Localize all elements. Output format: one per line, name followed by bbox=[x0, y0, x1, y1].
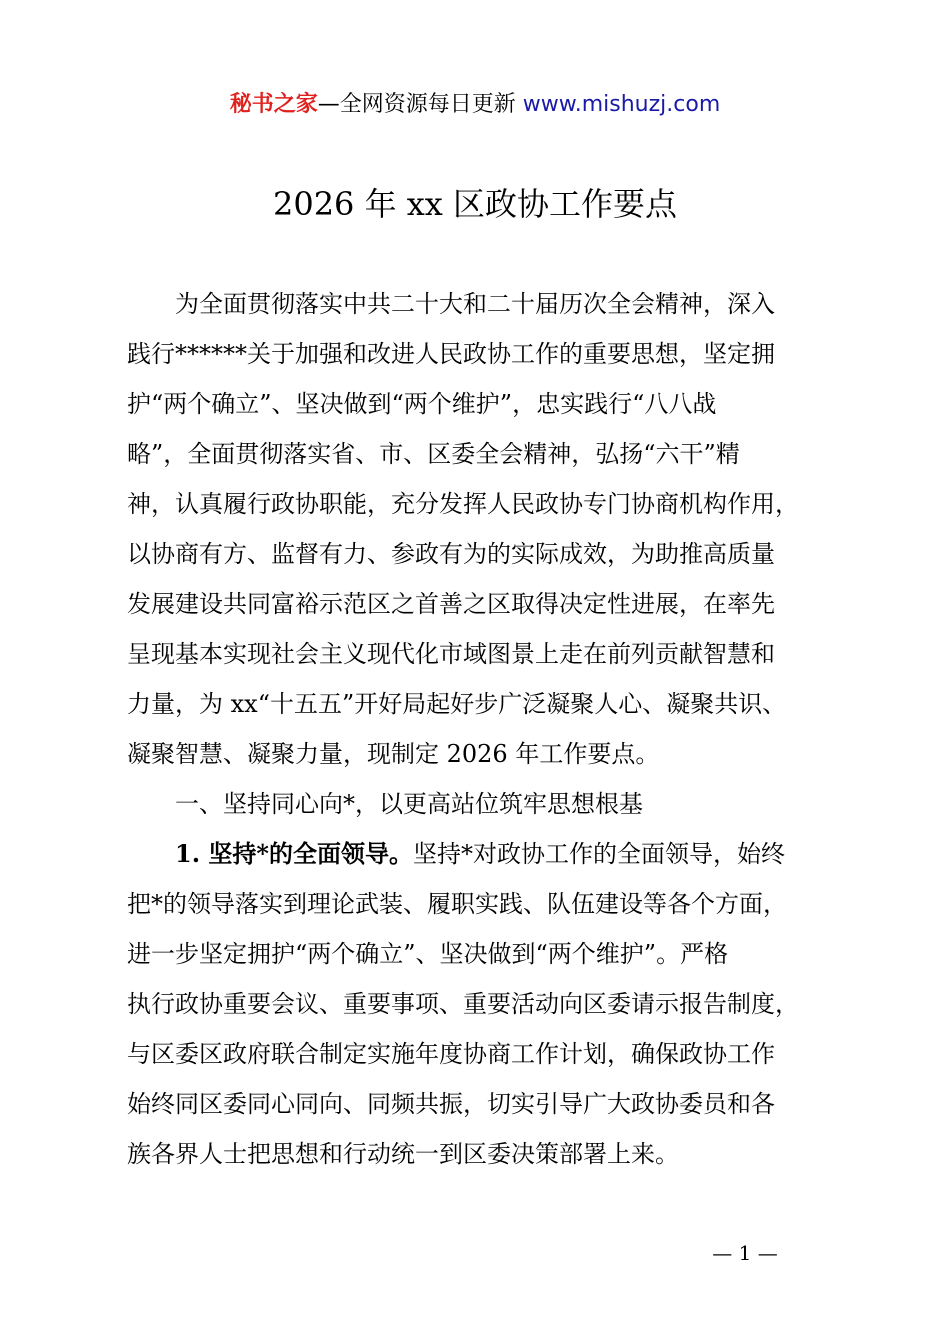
intro-line: 以协商有方、监督有力、参政有为的实际成效，为助推高质量 bbox=[127, 540, 775, 568]
item-1-lead: 1. 坚持*的全面领导。 bbox=[175, 839, 413, 868]
intro-line: 践行******关于加强和改进人民政协工作的重要思想，坚定拥 bbox=[127, 340, 775, 368]
intro-line: 发展建设共同富裕示范区之首善之区取得决定性进展，在率先 bbox=[127, 590, 775, 618]
intro-line: 呈现基本实现社会主义现代化市域图景上走在前列贡献智慧和 bbox=[127, 640, 775, 668]
page-number: — 1 — bbox=[712, 1241, 778, 1265]
banner-url[interactable]: www.mishuzj.com bbox=[522, 92, 721, 117]
item-1-line: 与区委区政府联合制定实施年度协商工作计划，确保政协工作 bbox=[127, 1040, 775, 1068]
intro-line: 略”，全面贯彻落实省、市、区委全会精神，弘扬“六干”精 bbox=[127, 440, 740, 468]
banner-tagline: 全网资源每日更新 bbox=[339, 92, 523, 117]
item-1-line: 始终同区委同心同向、同频共振，切实引导广大政协委员和各 bbox=[127, 1090, 775, 1118]
section-heading: 一、坚持同心向*，以更高站位筑牢思想根基 bbox=[175, 790, 643, 818]
intro-line: 为全面贯彻落实中共二十大和二十届历次全会精神，深入 bbox=[175, 290, 775, 318]
intro-line: 凝聚智慧、凝聚力量，现制定 2026 年工作要点。 bbox=[127, 740, 660, 768]
item-1-line: 族各界人士把思想和行动统一到区委决策部署上来。 bbox=[127, 1140, 679, 1168]
intro-line: 力量，为 xx“十五五”开好局起好步广泛凝聚人心、凝聚共识、 bbox=[127, 690, 787, 718]
item-1-first-line-rest: 坚持*对政协工作的全面领导，始终 bbox=[412, 840, 785, 868]
item-1-line: 把*的领导落实到理论武装、履职实践、队伍建设等各个方面， bbox=[127, 890, 787, 918]
item-1-line: 执行政协重要会议、重要事项、重要活动向区委请示报告制度， bbox=[127, 990, 799, 1018]
item-1-line: 进一步坚定拥护“两个确立”、坚决做到“两个维护”。严格 bbox=[127, 940, 729, 968]
site-banner bbox=[0, 88, 950, 122]
banner-site-name: 秘书之家 bbox=[229, 92, 318, 117]
intro-line: 神，认真履行政协职能，充分发挥人民政协专门协商机构作用， bbox=[127, 490, 799, 518]
document-body bbox=[127, 279, 827, 1179]
intro-line: 护“两个确立”、坚决做到“两个维护”，忠实践行“八八战 bbox=[127, 390, 717, 418]
document-title: 2026 年 xx 区政协工作要点 bbox=[272, 185, 678, 223]
item-1-first-line bbox=[127, 829, 827, 879]
banner-dash: — bbox=[317, 92, 340, 117]
